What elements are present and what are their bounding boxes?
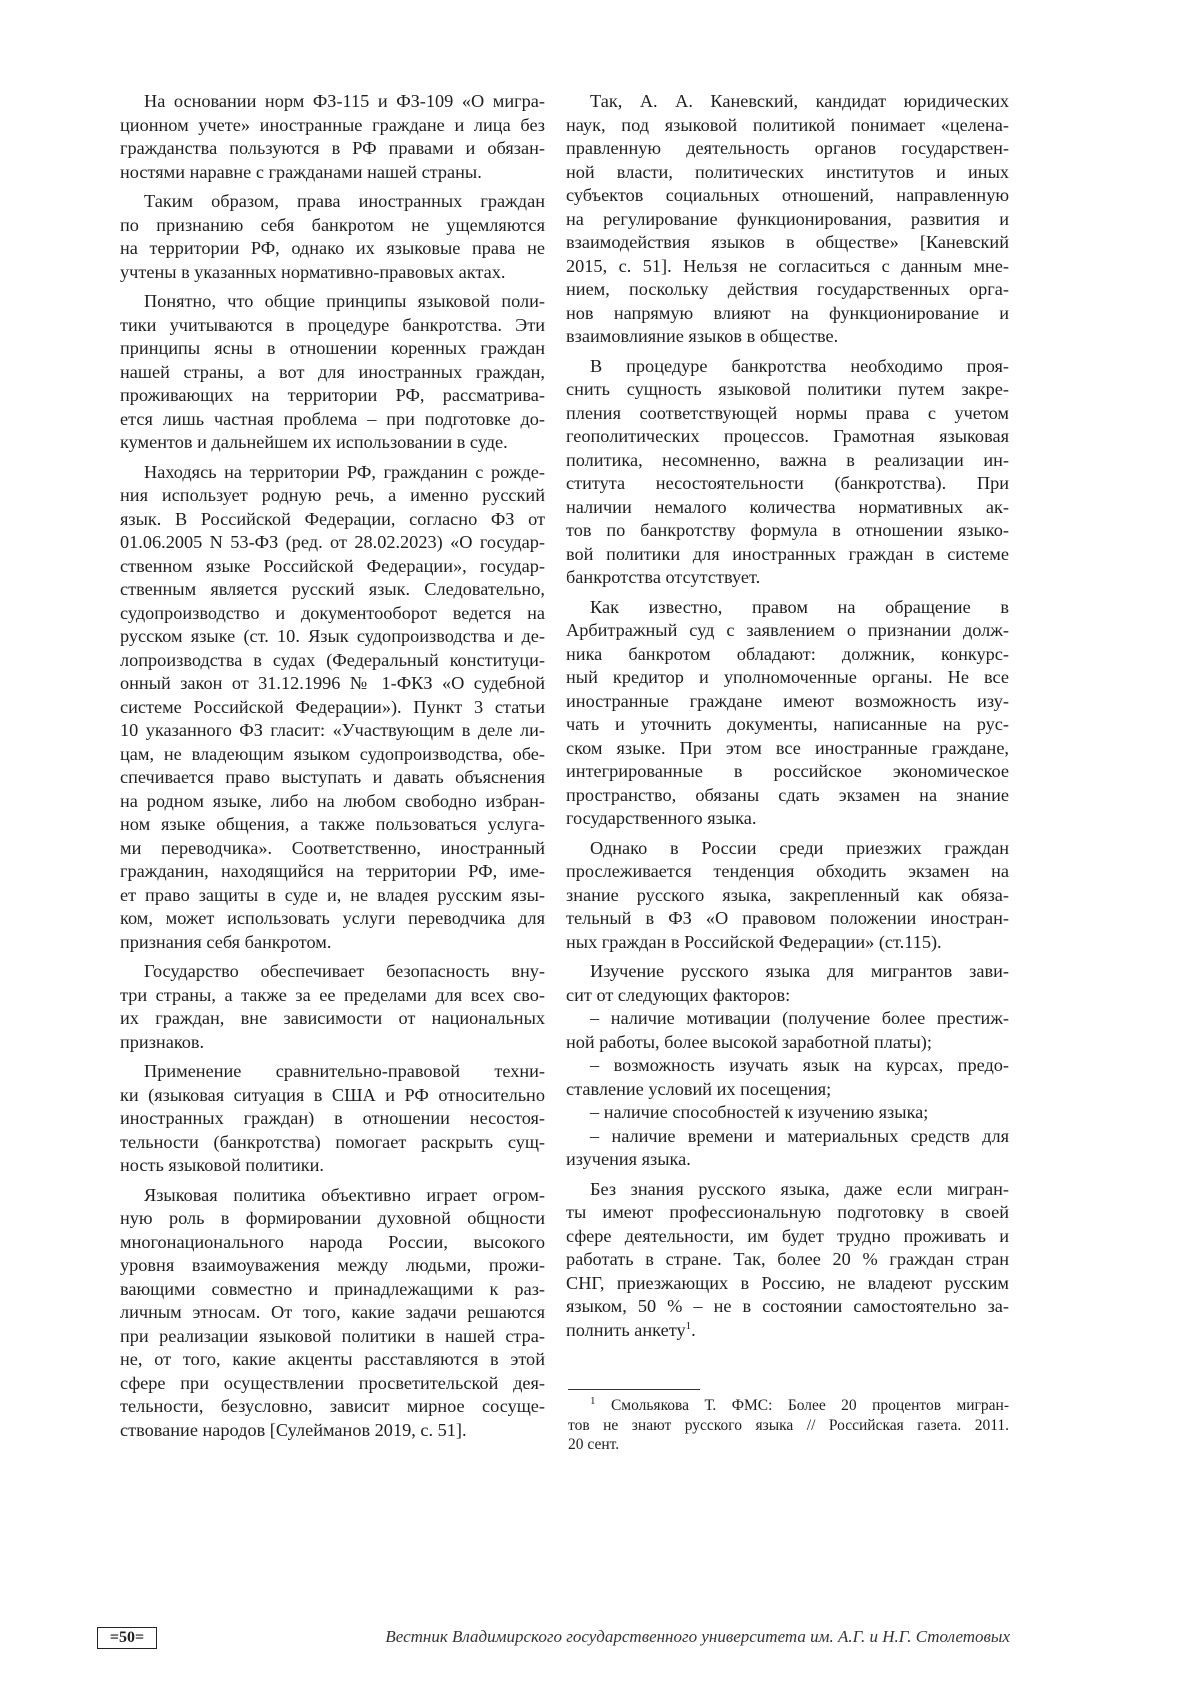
line-text: На основании норм ФЗ-115 и ФЗ-109 «О мигра- xyxy=(144,91,545,111)
text-line xyxy=(120,361,545,385)
text-line xyxy=(120,1254,545,1278)
text-line xyxy=(120,1278,545,1302)
line-text: признаков. xyxy=(120,1032,204,1052)
text-line xyxy=(120,1325,545,1349)
line-text: тельности (банкротства) помогает раскрыть сущ- xyxy=(120,1132,545,1152)
text-line xyxy=(566,302,1009,326)
line-text: сфере при осуществлении просветительской дея- xyxy=(120,1373,545,1393)
line-text: на территории РФ, однако их языковые права не xyxy=(120,238,545,258)
text-line xyxy=(120,1372,545,1396)
text-line xyxy=(120,461,545,485)
text-line xyxy=(120,531,545,555)
paragraph xyxy=(566,355,1009,590)
text-line xyxy=(120,484,545,508)
text-line xyxy=(120,884,545,908)
text-line xyxy=(566,519,1009,543)
line-text: взаимодействия языков в обществе» [Каневский xyxy=(566,232,1009,252)
footnote-divider xyxy=(568,1389,700,1390)
line-text: изучения языка. xyxy=(566,1149,691,1169)
paragraph xyxy=(566,90,1009,349)
line-text: ки (языковая ситуация в США и РФ относительно xyxy=(120,1085,545,1105)
line-text: – наличие мотивации (получение более престиж- xyxy=(590,1008,1009,1028)
text-line xyxy=(566,1148,1009,1172)
text-line xyxy=(120,1231,545,1255)
text-line xyxy=(566,1295,1009,1319)
line-text: их граждан, вне зависимости от национальных xyxy=(120,1008,545,1028)
paragraph xyxy=(566,1007,1009,1054)
line-text: при реализации языковой политики в нашей стра- xyxy=(120,1326,545,1346)
line-text: ной работы, более высокой заработной платы); xyxy=(566,1032,932,1052)
line-text: нашей страны, а вот для иностранных граждан, xyxy=(120,362,545,382)
text-line xyxy=(566,90,1009,114)
line-text: ми переводчика». Соответственно, иностранный xyxy=(120,838,545,858)
text-line xyxy=(120,1060,545,1084)
line-text: полнить анкету xyxy=(566,1320,686,1340)
text-line xyxy=(566,355,1009,379)
text-line xyxy=(566,837,1009,861)
text-line xyxy=(120,1084,545,1108)
line-text: геополитических процессов. Грамотная языковая xyxy=(566,426,1009,446)
line-text: 01.06.2005 N 53-ФЗ (ред. от 28.02.2023) «О государ- xyxy=(120,532,545,552)
text-line xyxy=(120,860,545,884)
paragraph xyxy=(120,960,545,1054)
journal-title: Вестник Владимирского государственного университета им. А.Г. и Н.Г. Столетовых xyxy=(385,1627,1010,1647)
text-line xyxy=(120,984,545,1008)
text-line xyxy=(120,813,545,837)
text-line xyxy=(120,314,545,338)
line-text: чать и уточнить документы, написанные на рус- xyxy=(566,714,1009,734)
footnote xyxy=(568,1396,1009,1455)
paragraph xyxy=(120,461,545,955)
line-text: системе Российской Федерации»). Пункт 3 статьи xyxy=(120,697,545,717)
line-text: Понятно, что общие принципы языковой поли- xyxy=(144,291,545,311)
line-text: Государство обеспечивает безопасность вну- xyxy=(144,961,545,981)
text-line xyxy=(120,1301,545,1325)
line-text: ционном учете» иностранные граждане и лица без xyxy=(120,115,545,135)
line-text: Изучение русского языка для мигрантов зави- xyxy=(590,961,1009,981)
footnote-text: Смольякова Т. ФМС: Более 20 процентов мигран- xyxy=(611,1397,1009,1414)
text-line xyxy=(566,596,1009,620)
text-line xyxy=(120,214,545,238)
right-column xyxy=(566,90,1009,1348)
line-text: Языковая политика объективно играет огром- xyxy=(144,1185,545,1205)
line-text: Однако в России среди приезжих граждан xyxy=(590,838,1009,858)
line-text: – наличие времени и материальных средств для xyxy=(590,1126,1009,1146)
text-line xyxy=(566,666,1009,690)
line-text: ственным является русский язык. Следовательно, xyxy=(120,579,545,599)
text-line xyxy=(566,784,1009,808)
text-line xyxy=(566,1031,1009,1055)
footnote-line xyxy=(568,1396,1009,1416)
line-text: вой политики для иностранных граждан в системе xyxy=(566,544,1009,564)
line-text: русском языке (ст. 10. Язык судопроизводства и де- xyxy=(120,626,545,646)
line-text: ный кредитор и уполномоченные органы. Не все xyxy=(566,667,1009,687)
text-line xyxy=(120,137,545,161)
paragraph xyxy=(120,290,545,455)
line-text: вающими совместно и принадлежащими к раз- xyxy=(120,1279,545,1299)
text-line xyxy=(120,408,545,432)
line-text: кументов и дальнейшем их использовании в суде. xyxy=(120,432,508,452)
line-text: ставление условий их посещения; xyxy=(566,1079,831,1099)
paragraph xyxy=(566,960,1009,1007)
text-line xyxy=(120,766,545,790)
text-line xyxy=(120,672,545,696)
line-text: тики учитываются в процедуре банкротства. Эти xyxy=(120,315,545,335)
paragraph xyxy=(566,837,1009,955)
text-line xyxy=(120,114,545,138)
line-text: ственном языке Российской Федерации», государ- xyxy=(120,556,545,576)
paragraph xyxy=(120,1060,545,1178)
text-line xyxy=(120,555,545,579)
line-text: 10 указанного ФЗ гласит: «Участвующим в деле ли- xyxy=(120,720,545,740)
text-line xyxy=(566,1007,1009,1031)
footnote-text: тов не знают русского языка // Российская газета. 2011. xyxy=(568,1417,1009,1434)
paragraph xyxy=(566,1101,1009,1125)
line-text: банкротства отсутствует. xyxy=(566,567,760,587)
text-line xyxy=(120,1131,545,1155)
text-line xyxy=(566,931,1009,955)
line-text: гражданства пользуются в РФ правами и обязан- xyxy=(120,138,545,158)
line-text: ском языке. При этом все иностранные граждане, xyxy=(566,738,1009,758)
text-line xyxy=(566,278,1009,302)
text-line xyxy=(120,90,545,114)
line-text: ститута несостоятельности (банкротства). При xyxy=(566,473,1009,493)
text-line xyxy=(566,496,1009,520)
text-line xyxy=(120,384,545,408)
line-text: язык. В Российской Федерации, согласно ФЗ от xyxy=(120,509,545,529)
footnote-line xyxy=(568,1416,1009,1436)
line-text: пространство, обязаны сдать экзамен на знание xyxy=(566,785,1009,805)
line-text: Арбитражный суд с заявлением о признании долж- xyxy=(566,620,1009,640)
text-line xyxy=(566,472,1009,496)
line-text: Так, А. А. Каневский, кандидат юридических xyxy=(590,91,1009,111)
line-text: снить сущность языковой политики путем закре- xyxy=(566,379,1009,399)
line-text: ном языке общения, а также пользоваться услуга- xyxy=(120,814,545,834)
text-line xyxy=(566,325,1009,349)
text-line xyxy=(120,578,545,602)
left-column xyxy=(120,90,545,1448)
text-line xyxy=(120,337,545,361)
line-text: судопроизводство и документооборот ведется на xyxy=(120,603,545,623)
line-text: на родном языке, либо на любом свободно избран- xyxy=(120,791,545,811)
text-line xyxy=(566,690,1009,714)
text-line xyxy=(120,1395,545,1419)
text-line xyxy=(566,643,1009,667)
line-text: ния использует родную речь, а именно русский xyxy=(120,485,545,505)
text-line xyxy=(120,625,545,649)
text-line xyxy=(120,261,545,285)
line-text: ты имеют профессиональную подготовку в своей xyxy=(566,1202,1009,1222)
line-text: принципы ясны в отношении коренных граждан xyxy=(120,338,545,358)
line-text: политика, несомненно, важна в реализации ин- xyxy=(566,450,1009,470)
line-text: спечивается право выступать и давать объяснения xyxy=(120,767,545,787)
text-line xyxy=(120,237,545,261)
text-line xyxy=(566,543,1009,567)
line-text: сит от следующих факторов: xyxy=(566,985,790,1005)
text-line xyxy=(120,431,545,455)
line-text: тов по банкротству формула в отношении языко- xyxy=(566,520,1009,540)
line-text: иностранных граждан) в отношении несостоя- xyxy=(120,1108,545,1128)
line-text: знание русского языка, закрепленный как обяза- xyxy=(566,885,1009,905)
line-text: Таким образом, права иностранных граждан xyxy=(144,191,545,211)
text-line xyxy=(566,960,1009,984)
text-line xyxy=(120,743,545,767)
line-text: ных граждан в Российской Федерации» (ст.115). xyxy=(566,932,942,952)
footnote-reference: 1 xyxy=(686,1319,692,1331)
line-text: ную роль в формировании духовной общности xyxy=(120,1208,545,1228)
footnote-mark: 1 xyxy=(590,1395,596,1407)
text-line xyxy=(566,255,1009,279)
line-text: проживающих на территории РФ, рассматрива- xyxy=(120,385,545,405)
text-line xyxy=(120,290,545,314)
text-line xyxy=(566,1248,1009,1272)
text-line xyxy=(566,161,1009,185)
line-text: взаимовлияние языков в обществе. xyxy=(566,326,838,346)
line-text: прослеживается тенденция обходить экзамен на xyxy=(566,861,1009,881)
line-text: на регулирование функционирования, развития и xyxy=(566,209,1009,229)
paragraph xyxy=(566,1178,1009,1343)
line-text: ствование народов [Сулейманов 2019, с. 51]. xyxy=(120,1420,467,1440)
line-text: уровня взаимоуважения между людьми, прожи- xyxy=(120,1255,545,1275)
text-line xyxy=(566,737,1009,761)
line-text: СНГ, приезжающих в Россию, не владеют русским xyxy=(566,1273,1009,1293)
line-text: пления соответствующей нормы права с учетом xyxy=(566,403,1009,423)
line-text: гражданин, находящийся на территории РФ, име- xyxy=(120,861,545,881)
text-line xyxy=(566,619,1009,643)
text-line xyxy=(120,931,545,955)
line-end: . xyxy=(691,1320,696,1340)
text-line xyxy=(120,837,545,861)
paragraph xyxy=(120,1184,545,1443)
footnote-line xyxy=(568,1435,1009,1455)
text-line xyxy=(566,566,1009,590)
text-line xyxy=(566,860,1009,884)
text-line xyxy=(120,960,545,984)
text-line xyxy=(566,184,1009,208)
text-line xyxy=(566,760,1009,784)
text-line xyxy=(566,425,1009,449)
line-text: личным этносам. От того, какие задачи решаются xyxy=(120,1302,545,1322)
line-text: интегрированные в российское экономическое xyxy=(566,761,1009,781)
text-line xyxy=(566,1078,1009,1102)
text-line xyxy=(566,1319,1009,1343)
line-text: три страны, а также за ее пределами для всех сво- xyxy=(120,985,545,1005)
line-text: ком, может использовать услуги переводчика для xyxy=(120,908,545,928)
line-text: признания себя банкротом. xyxy=(120,932,331,952)
text-line xyxy=(120,1348,545,1372)
line-text: иностранные граждане имеют возможность изу- xyxy=(566,691,1009,711)
line-text: работать в стране. Так, более 20 % граждан стран xyxy=(566,1249,1009,1269)
text-line xyxy=(566,1125,1009,1149)
line-text: тельный в ФЗ «О правовом положении иностран- xyxy=(566,908,1009,928)
text-line xyxy=(120,190,545,214)
paragraph xyxy=(566,1125,1009,1172)
text-line xyxy=(566,884,1009,908)
paragraph xyxy=(120,90,545,184)
text-line xyxy=(120,1031,545,1055)
line-text: многонационального народа России, высокого xyxy=(120,1232,545,1252)
line-text: наук, под языковой политикой понимает «целена- xyxy=(566,115,1009,135)
line-text: Без знания русского языка, даже если мигран- xyxy=(590,1179,1009,1199)
line-text: Применение сравнительно-правовой техни- xyxy=(144,1061,545,1081)
footnote-text: 20 сент. xyxy=(568,1436,619,1453)
line-text: не, от того, какие акценты расставляются в этой xyxy=(120,1349,545,1369)
text-line xyxy=(566,1054,1009,1078)
page-number: =50= xyxy=(97,1627,157,1649)
text-line xyxy=(120,719,545,743)
text-line xyxy=(566,114,1009,138)
text-line xyxy=(120,1184,545,1208)
paragraph xyxy=(566,1054,1009,1101)
text-line xyxy=(120,907,545,931)
line-text: тельности, безусловно, зависит мирное сосуще- xyxy=(120,1396,545,1416)
text-line xyxy=(566,907,1009,931)
text-line xyxy=(566,208,1009,232)
line-text: правленную деятельность органов государствен- xyxy=(566,138,1009,158)
line-text: наличии немалого количества нормативных ак- xyxy=(566,497,1009,517)
text-line xyxy=(566,984,1009,1008)
line-text: государственного языка. xyxy=(566,808,756,828)
text-line xyxy=(566,713,1009,737)
text-line xyxy=(120,790,545,814)
line-text: ность языковой политики. xyxy=(120,1155,324,1175)
text-line xyxy=(120,1419,545,1443)
text-line xyxy=(120,602,545,626)
line-text: В процедуре банкротства необходимо проя- xyxy=(590,356,1009,376)
line-text: ной власти, политических институтов и иных xyxy=(566,162,1009,182)
line-text: языком, 50 % – не в состоянии самостоятельно за- xyxy=(566,1296,1009,1316)
line-text: учтены в указанных нормативно-правовых актах. xyxy=(120,262,505,282)
text-line xyxy=(566,1272,1009,1296)
text-line xyxy=(566,231,1009,255)
line-text: ностями наравне с гражданами нашей страны. xyxy=(120,162,482,182)
text-line xyxy=(566,1201,1009,1225)
line-text: Находясь на территории РФ, гражданин с рожде- xyxy=(144,462,545,482)
line-text: – возможность изучать язык на курсах, предо- xyxy=(590,1055,1009,1075)
line-text: нием, поскольку действия государственных орга- xyxy=(566,279,1009,299)
text-line xyxy=(120,508,545,532)
text-line xyxy=(120,696,545,720)
line-text: 2015, с. 51]. Нельзя не согласиться с данным мне- xyxy=(566,256,1009,276)
text-line xyxy=(120,1154,545,1178)
text-line xyxy=(566,1101,1009,1125)
text-line xyxy=(566,137,1009,161)
text-line xyxy=(120,1007,545,1031)
line-text: ет право защиты в суде и, не владея русским язы- xyxy=(120,885,545,905)
line-text: нов напрямую влияют на функционирование и xyxy=(566,303,1009,323)
text-line xyxy=(566,378,1009,402)
line-text: субъектов социальных отношений, направленную xyxy=(566,185,1009,205)
line-text: цам, не владеющим языком судопроизводства, обе- xyxy=(120,744,545,764)
paragraph xyxy=(566,596,1009,831)
line-text: онный закон от 31.12.1996 № 1-ФКЗ «О судебной xyxy=(120,673,545,693)
line-text: ника банкротом обладают: должник, конкурс- xyxy=(566,644,1009,664)
text-line xyxy=(120,1207,545,1231)
line-text: сфере деятельности, им будет трудно проживать и xyxy=(566,1226,1009,1246)
paragraph xyxy=(120,190,545,284)
line-text: Как известно, правом на обращение в xyxy=(590,597,1009,617)
text-line xyxy=(566,1225,1009,1249)
text-line xyxy=(566,402,1009,426)
text-line xyxy=(120,161,545,185)
line-text: – наличие способностей к изучению языка; xyxy=(590,1102,928,1122)
text-line xyxy=(566,449,1009,473)
text-line xyxy=(566,1178,1009,1202)
line-text: по признанию себя банкротом не ущемляются xyxy=(120,215,545,235)
text-line xyxy=(566,807,1009,831)
line-text: лопроизводства в судах (Федеральный конституци- xyxy=(120,650,545,670)
line-text: ется лишь частная проблема – при подготовке до- xyxy=(120,409,545,429)
text-line xyxy=(120,649,545,673)
text-line xyxy=(120,1107,545,1131)
